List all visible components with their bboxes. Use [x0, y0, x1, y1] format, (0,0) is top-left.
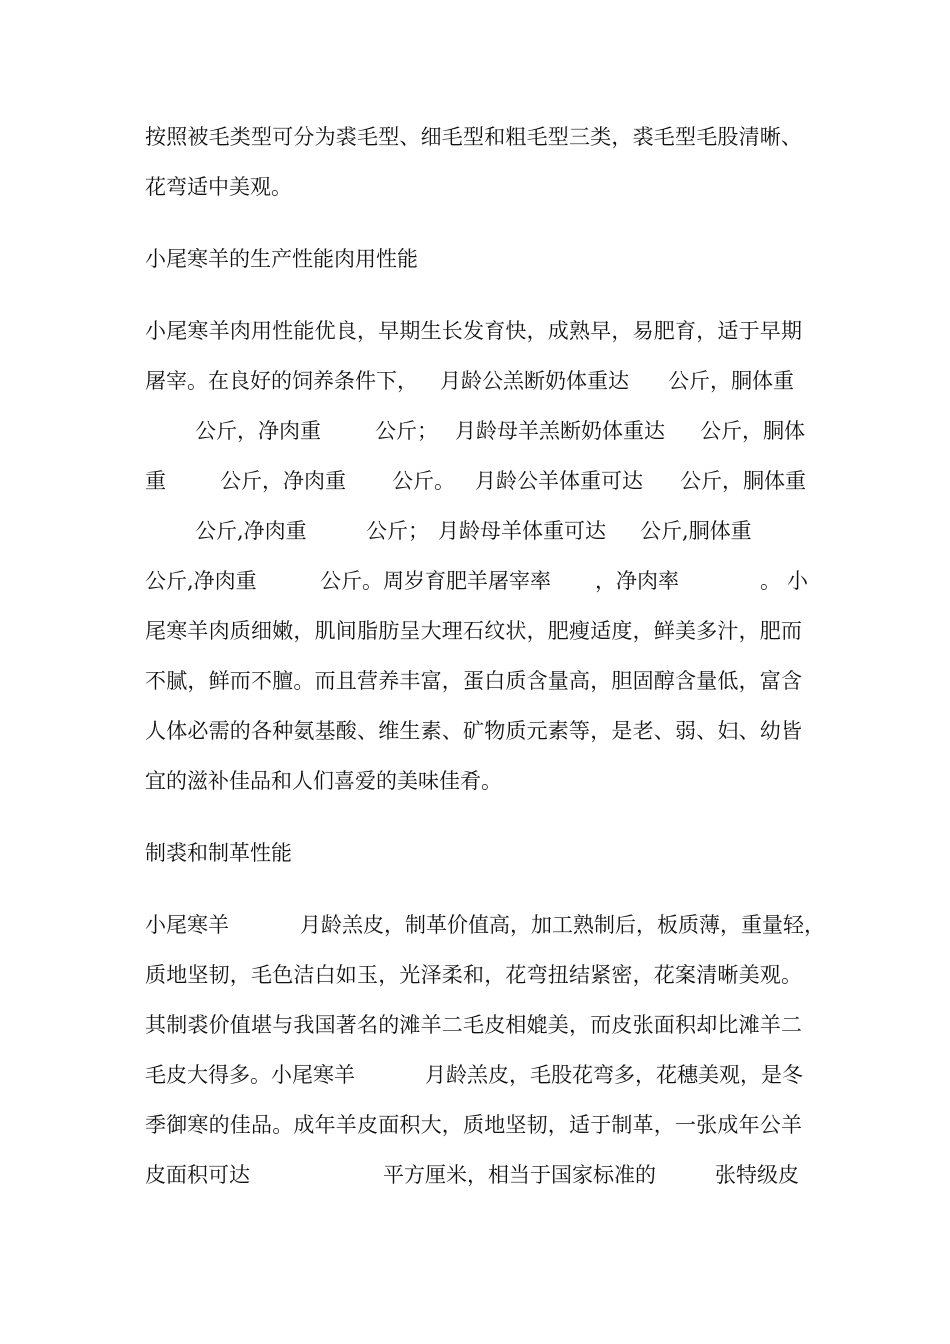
text-segment: 不腻，鲜而不膻。而且营养丰富，蛋白质含量高，胆固醇含量低，富含	[145, 669, 803, 693]
text-segment: 季御寒的佳品。成年羊皮面积大，质地坚韧，适于制革，一张成年公羊	[145, 1113, 803, 1137]
text-segment: 皮面积可达	[145, 1163, 250, 1187]
heading-text: 制裘和制革性能	[145, 841, 292, 865]
text-line	[0, 415, 950, 447]
text-segment: 按照被毛类型可分为裘毛型、细毛型和粗毛型三类，裘毛型毛股清晰、	[145, 125, 803, 149]
text-segment: 公斤，净肉重	[220, 469, 346, 493]
text-segment: 毛皮大得多。小尾寒羊	[145, 1063, 355, 1087]
text-line	[0, 315, 950, 347]
text-line	[0, 515, 950, 547]
text-segment: 尾寒羊肉质细嫩，肌间脂肪呈大理石纹状，肥瘦适度，鲜美多汁，肥而	[145, 619, 803, 643]
heading-text: 小尾寒羊的生产性能肉用性能	[145, 247, 418, 271]
text-segment: 月龄母羊体重可达	[438, 519, 606, 543]
text-line	[0, 1009, 950, 1041]
text-segment: 平方厘米，相当于国家标准的	[383, 1163, 656, 1187]
text-segment: 张特级皮	[715, 1163, 799, 1187]
text-segment: 公斤。周岁育肥羊屠宰率	[320, 569, 551, 593]
text-line	[0, 121, 950, 153]
text-segment: 公斤,胴体重	[640, 519, 752, 543]
text-line	[0, 959, 950, 991]
text-line	[0, 1159, 950, 1191]
text-segment: 月龄羔皮，制革价值高，加工熟制后，板质薄，重量轻，	[300, 913, 825, 937]
text-segment: 月龄公羊体重可达	[475, 469, 643, 493]
text-segment: 小尾寒羊	[145, 913, 229, 937]
text-segment: 公斤，胴体	[700, 419, 805, 443]
text-segment: 月龄羔皮，毛股花弯多，花穗美观，是冬	[425, 1063, 803, 1087]
text-segment: 重	[145, 469, 166, 493]
text-segment: ，净肉率	[595, 569, 679, 593]
text-line	[0, 715, 950, 747]
section-heading	[0, 837, 950, 869]
text-segment: 人体必需的各种氨基酸、维生素、矿物质元素等，是老、弱、妇、幼皆	[145, 719, 803, 743]
text-line	[0, 665, 950, 697]
text-line	[0, 1059, 950, 1091]
text-line	[0, 365, 950, 397]
text-segment: 。	[760, 569, 781, 593]
text-line	[0, 465, 950, 497]
text-segment: 其制裘价值堪与我国著名的滩羊二毛皮相媲美，而皮张面积却比滩羊二	[145, 1013, 803, 1037]
text-segment: 月龄母羊羔断奶体重达	[455, 419, 665, 443]
text-line	[0, 909, 950, 941]
section-heading	[0, 243, 950, 275]
text-segment: 公斤，净肉重	[195, 419, 321, 443]
text-segment: 宜的滋补佳品和人们喜爱的美味佳肴。	[145, 769, 502, 793]
text-line	[0, 565, 950, 597]
text-line	[0, 615, 950, 647]
text-line	[0, 765, 950, 797]
text-segment: 公斤；	[375, 419, 438, 443]
text-segment: 小	[787, 569, 808, 593]
text-segment: 花弯适中美观。	[145, 175, 292, 199]
text-segment: 屠宰。在良好的饲养条件下，	[145, 369, 418, 393]
text-line	[0, 1109, 950, 1141]
text-segment: 公斤，胴体重	[680, 469, 806, 493]
text-segment: 公斤,净肉重	[145, 569, 257, 593]
text-segment: 公斤，胴体重	[668, 369, 794, 393]
text-segment: 质地坚韧，毛色洁白如玉，光泽柔和，花弯扭结紧密，花案清晰美观。	[145, 963, 803, 987]
text-line	[0, 171, 950, 203]
text-segment: 月龄公羔断奶体重达	[440, 369, 629, 393]
text-segment: 小尾寒羊肉用性能优良，早期生长发育快，成熟早，易肥育，适于早期	[145, 319, 803, 343]
text-segment: 公斤。	[392, 469, 455, 493]
text-segment: 公斤,净肉重	[195, 519, 307, 543]
text-segment: 公斤；	[366, 519, 429, 543]
